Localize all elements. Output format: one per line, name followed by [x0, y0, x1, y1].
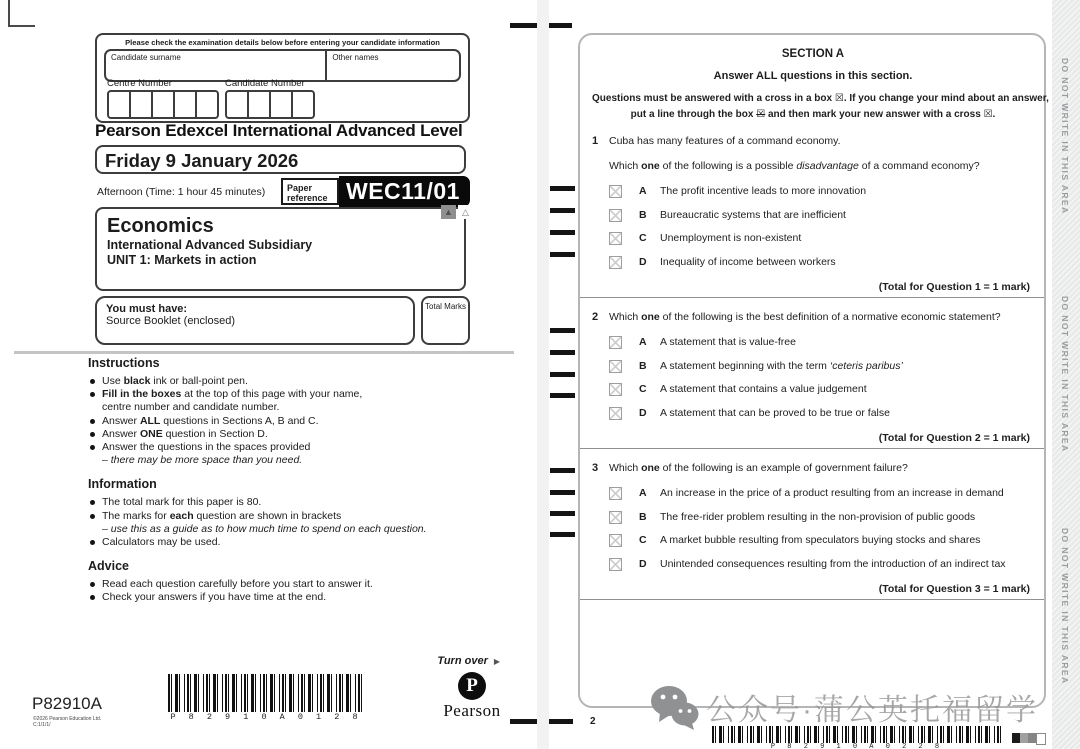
section-title: SECTION A	[781, 48, 845, 60]
option-letter: B	[639, 359, 647, 372]
text-segment: The total mark for this paper is 80.	[102, 496, 262, 509]
barcode-icon	[168, 674, 364, 716]
qualification-title: Pearson Edexcel International Advanced Level	[95, 121, 463, 140]
option-row-A	[609, 185, 1034, 198]
option-text	[660, 256, 836, 268]
copyright-line2: C:1/1/1/	[33, 722, 51, 728]
option-row-D	[609, 256, 1034, 269]
option-row-D	[609, 558, 1034, 571]
text-segment: of the following is the best definition of a normative economic statement?	[659, 311, 1001, 323]
answer-box-icon	[609, 534, 622, 547]
question-total-marks: (Total for Question 2 = 1 mark)	[878, 432, 1030, 444]
paper-reference-label: Paper reference	[281, 178, 339, 205]
timing-mark	[550, 490, 575, 495]
list-item-text	[102, 496, 261, 509]
subject-title: Economics	[107, 215, 214, 237]
timing-mark	[550, 208, 575, 213]
text-segment: .	[992, 109, 996, 120]
text-segment: of a command economy?	[858, 160, 980, 172]
wechat-icon	[650, 684, 700, 730]
question-number: 1	[592, 135, 599, 147]
candidate-number-cells	[225, 90, 315, 119]
answer-box-icon	[609, 511, 622, 524]
answer-box-icon	[609, 407, 622, 420]
page-number: 2	[590, 716, 596, 727]
answer-box-symbol: ☒	[983, 109, 993, 120]
option-row-C	[609, 383, 1034, 396]
answer-box-icon	[609, 558, 622, 571]
subject-level: International Advanced Subsidiary	[107, 238, 313, 252]
question-row	[592, 462, 1034, 581]
option-row-B	[609, 511, 1034, 524]
do-not-write-text: DO NOT WRITE IN THIS AREA	[1060, 296, 1070, 453]
question-prompt	[609, 311, 1034, 323]
candidate-details-box	[95, 33, 470, 123]
option-letter: D	[639, 255, 647, 268]
timing-mark	[510, 719, 537, 724]
answer-box-icon	[609, 256, 622, 269]
text-segment: Unintended consequences resulting from the introduction of an indirect tax	[660, 557, 1006, 570]
option-text	[660, 407, 890, 419]
list-item	[88, 591, 508, 604]
turn-over-label	[300, 655, 500, 667]
advice-list	[88, 578, 508, 604]
text-segment: Answer the questions in the spaces provided	[102, 441, 311, 454]
option-row-A	[609, 487, 1034, 500]
list-item-text	[102, 578, 373, 591]
bullet-icon	[90, 379, 95, 384]
information-list	[88, 496, 508, 549]
text-segment: ink or ball-point pen.	[150, 375, 248, 387]
text-segment: Which	[609, 311, 642, 323]
option-row-B	[609, 209, 1034, 222]
bullet-icon	[90, 432, 95, 437]
bullet-icon	[90, 514, 95, 519]
text-segment: ALL	[139, 414, 161, 427]
question-body	[609, 462, 1034, 581]
do-not-write-text: DO NOT WRITE IN THIS AREA	[1060, 58, 1070, 215]
text-segment: – use this as a guide as to how much time to spend on each question.	[102, 522, 427, 535]
subject-unit: UNIT 1: Markets in action	[107, 253, 257, 267]
list-item-text	[102, 415, 319, 428]
answer-box-icon	[609, 232, 622, 245]
must-have-label: You must have:	[106, 303, 188, 315]
text-segment: of the following is an example of government failure?	[659, 462, 908, 474]
text-segment: each	[169, 509, 194, 522]
bullet-icon	[90, 582, 95, 587]
answer-box-icon	[609, 487, 622, 500]
text-segment: and then mark your new answer with a cross	[765, 109, 984, 120]
exam-session: Afternoon (Time: 1 hour 45 minutes)	[97, 186, 266, 198]
barcode-digits: P 8 2 9 1 0 A 0 1 2 8	[168, 712, 364, 722]
text-segment: Answer	[102, 427, 140, 440]
option-text	[660, 487, 1004, 499]
timing-mark	[550, 252, 575, 257]
option-text	[660, 185, 866, 197]
list-item	[88, 441, 508, 467]
text-segment: A statement that can be proved to be true or false	[660, 406, 890, 419]
turn-over-text: Turn over	[437, 655, 488, 667]
text-segment: question in Section D.	[162, 427, 268, 440]
text-segment: one	[641, 462, 660, 474]
option-letter: C	[639, 534, 647, 546]
text-segment: A market bubble resulting from speculators buying stocks and shares	[660, 534, 981, 546]
list-item-text	[102, 591, 326, 604]
text-segment: Unemployment is non-existent	[660, 232, 802, 244]
text-segment: Which	[609, 160, 642, 172]
bullet-icon	[90, 595, 95, 600]
text-segment: ‘ceteris paribus’	[829, 359, 903, 372]
question-body	[609, 135, 1034, 279]
question-total-marks: (Total for Question 3 = 1 mark)	[878, 583, 1030, 595]
text-segment: Inequality of income between workers	[660, 255, 836, 268]
timing-mark	[550, 186, 575, 191]
text-segment: The free-rider problem resulting in the non-provision of public goods	[660, 510, 976, 523]
option-text	[660, 360, 903, 372]
timing-mark	[550, 468, 575, 473]
list-item	[88, 510, 508, 536]
text-segment: Bureaucratic systems that are inefficient	[660, 208, 846, 221]
option-row-C	[609, 534, 1034, 547]
copyright-line1: ©2026 Pearson Education Ltd.	[33, 716, 102, 722]
option-letter: D	[639, 557, 647, 570]
question-row	[592, 311, 1034, 430]
candidate-number-label: Candidate Number	[225, 78, 305, 89]
timing-mark	[550, 393, 575, 398]
text-segment: Which	[609, 462, 642, 474]
details-header: Please check the examination details below before entering your candidate information	[125, 38, 440, 47]
answer-box-symbol: ☒	[756, 109, 766, 120]
text-segment: . If you change your mind about an answer,	[843, 93, 1049, 104]
text-segment: of the following is a possible	[659, 160, 797, 172]
question-divider	[580, 297, 1044, 298]
question-divider	[580, 599, 1044, 600]
bullet-icon	[90, 540, 95, 545]
questions-list	[592, 135, 1034, 600]
corner-registration-mark	[8, 0, 10, 27]
question-1	[592, 135, 1034, 298]
question-number: 2	[592, 311, 599, 323]
timing-mark	[550, 532, 575, 537]
answer-box-icon	[609, 185, 622, 198]
question-2	[592, 311, 1034, 449]
timing-mark	[550, 230, 575, 235]
list-item-text	[102, 510, 427, 536]
text-segment: Fill in the boxes	[102, 388, 182, 401]
option-letter: A	[639, 487, 647, 499]
color-calibration-strip	[1012, 733, 1046, 745]
answer-box-icon	[609, 336, 622, 349]
question-row	[592, 135, 1034, 279]
cover-divider	[14, 351, 514, 354]
text-segment: put a line through the box	[630, 109, 757, 120]
question-body	[609, 311, 1034, 430]
timing-mark	[549, 719, 573, 724]
option-text	[660, 511, 975, 523]
list-item-text	[102, 428, 268, 441]
text-segment: An increase in the price of a product resulting from an increase in demand	[660, 487, 1004, 499]
question-area-frame	[578, 33, 1049, 708]
answer-box-symbol: ☒	[834, 93, 844, 104]
option-text	[660, 209, 846, 221]
option-row-A	[609, 336, 1034, 349]
option-row-C	[609, 232, 1034, 245]
text-segment: Read each question carefully before you start to answer it.	[102, 578, 373, 591]
list-item	[88, 578, 508, 591]
text-segment: Check your answers if you have time at the end.	[102, 591, 327, 604]
list-item	[88, 496, 508, 509]
turn-over-arrow-icon: ▶	[493, 657, 500, 666]
option-text	[660, 336, 796, 348]
other-names-field: Other names	[325, 51, 459, 80]
bullet-icon	[90, 419, 95, 424]
bullet-icon	[90, 445, 95, 450]
text-segment: A statement that contains a value judgement	[660, 383, 867, 395]
option-text	[660, 558, 1006, 570]
list-item	[88, 428, 508, 441]
must-have-item: Source Booklet (enclosed)	[106, 315, 236, 327]
list-item	[88, 375, 508, 388]
watermark-text: 公众号·蒲公英托福留学	[706, 694, 1038, 727]
centre-number-label: Centre Number	[107, 78, 172, 89]
option-row-D	[609, 407, 1034, 420]
text-segment: – there may be more space than you need.	[102, 454, 303, 467]
answer-box-icon	[609, 360, 622, 373]
pearson-logo	[437, 672, 507, 721]
question-total-marks: (Total for Question 1 = 1 mark)	[878, 281, 1030, 293]
list-item	[88, 415, 508, 428]
question-divider	[580, 448, 1044, 449]
bullet-icon	[90, 500, 95, 505]
do-not-write-margin	[1052, 0, 1080, 749]
text-segment: A statement that is value-free	[660, 336, 796, 348]
option-letter: C	[639, 383, 647, 395]
page-gap	[537, 0, 549, 749]
list-item-text	[102, 441, 310, 467]
subject-box	[95, 207, 466, 291]
text-segment: question are shown in brackets	[193, 509, 342, 522]
option-letter: B	[639, 208, 647, 221]
answer-box-icon	[609, 209, 622, 222]
do-not-write-text: DO NOT WRITE IN THIS AREA	[1060, 528, 1070, 685]
information-heading: Information	[88, 477, 157, 492]
option-letter: D	[639, 406, 647, 419]
question-number: 3	[592, 462, 599, 474]
timing-mark	[549, 23, 572, 28]
text-segment: questions in Sections A, B and C.	[160, 414, 319, 427]
list-item	[88, 536, 508, 549]
text-segment: ONE	[139, 427, 163, 440]
text-segment: centre number and candidate number.	[102, 401, 280, 414]
text-segment: Calculators may be used.	[102, 536, 221, 549]
text-segment: Answer	[102, 414, 140, 427]
copyright-notice	[33, 716, 101, 728]
corner-registration-mark	[8, 25, 35, 27]
option-letter: A	[639, 185, 647, 197]
bullet-icon	[90, 392, 95, 397]
option-letter: C	[639, 232, 647, 244]
timing-mark	[550, 350, 575, 355]
total-marks-box: Total Marks	[421, 296, 470, 345]
centre-number-cells	[107, 90, 219, 119]
option-letter: A	[639, 336, 647, 348]
text-segment: disadvantage	[796, 160, 859, 172]
text-segment: The profit incentive leads to more innovation	[660, 185, 867, 197]
candidate-surname-field: Candidate surname	[111, 53, 181, 62]
answer-box-icon	[609, 383, 622, 396]
list-item-text	[102, 536, 220, 549]
watermark	[650, 684, 1038, 730]
question-prompt	[609, 160, 1034, 172]
cover-instructions	[88, 356, 508, 605]
question-prompt	[609, 462, 1034, 474]
instructions-heading: Instructions	[88, 356, 160, 370]
option-text	[660, 232, 801, 244]
question-intro: Cuba has many features of a command economy.	[609, 135, 841, 147]
must-have-box	[95, 296, 415, 345]
pearson-wordmark: Pearson	[443, 701, 501, 720]
instructions-list	[88, 375, 508, 467]
list-item-text	[102, 388, 362, 414]
list-item	[88, 388, 508, 414]
option-letter: B	[639, 510, 647, 523]
text-segment: A statement beginning with the term	[660, 359, 830, 372]
list-item-text	[102, 375, 248, 388]
option-row-B	[609, 360, 1034, 373]
text-segment: black	[123, 375, 151, 387]
print-mark-triangle-filled-icon: ▲	[441, 205, 456, 219]
print-mark-triangle-outline-icon: △	[458, 205, 473, 219]
exam-date: Friday 9 January 2026	[95, 145, 466, 174]
timing-mark	[550, 328, 575, 333]
barcode-digits: P 8 2 9 1 0 A 0 2 2 8	[770, 743, 944, 749]
text-segment: The marks for	[102, 509, 170, 522]
text-segment: one	[641, 160, 660, 172]
answer-instruction	[592, 91, 1049, 123]
section-instruction: Answer ALL questions in this section.	[713, 70, 913, 82]
paper-code: P82910A	[32, 694, 102, 713]
question-3	[592, 462, 1034, 600]
timing-mark	[550, 372, 575, 377]
timing-mark	[510, 23, 537, 28]
option-text	[660, 534, 980, 546]
text-segment: at the top of this page with your name,	[181, 388, 363, 401]
timing-mark	[550, 511, 575, 516]
pearson-logo-icon: P	[458, 672, 486, 700]
advice-heading: Advice	[88, 559, 129, 574]
text-segment: Use	[102, 375, 124, 387]
text-segment: one	[641, 311, 660, 323]
option-text	[660, 383, 867, 395]
paper-reference-code: WEC11/01	[339, 176, 470, 207]
text-segment: Questions must be answered with a cross in a box	[592, 93, 835, 104]
